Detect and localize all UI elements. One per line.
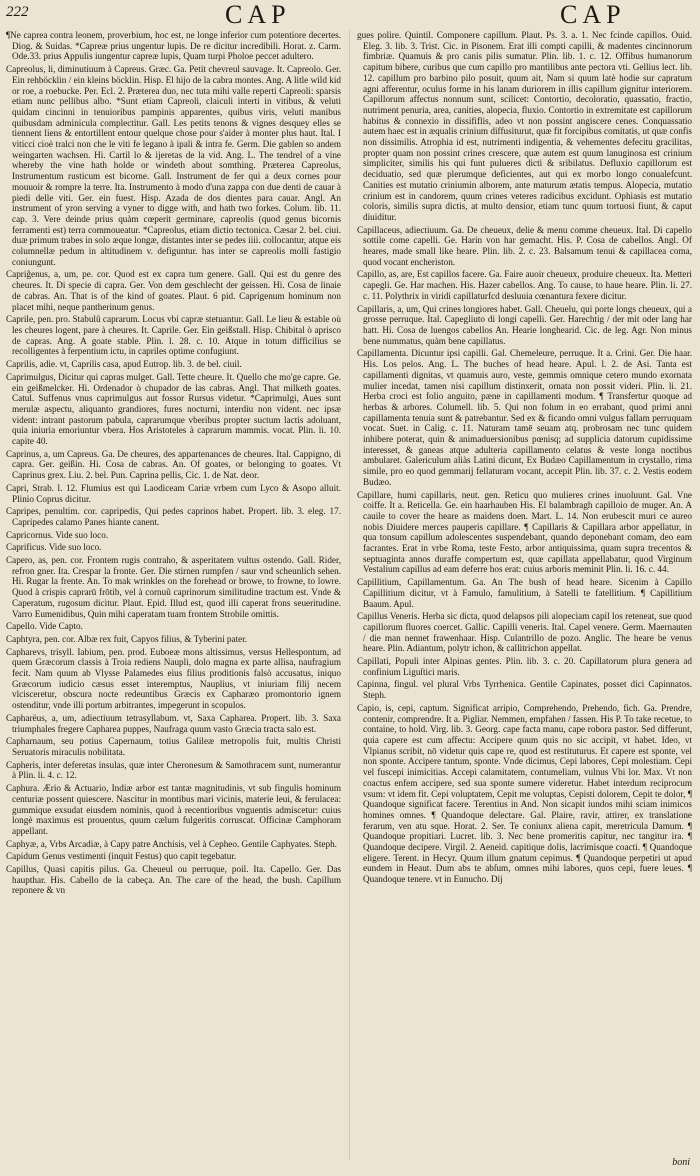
- page-header: [0, 0, 700, 28]
- dictionary-entry: Capharëus, a, um, adiectiuum tetrasyllabum. vt, Saxa Capharea. Propert. lib. 3. Saxa triumphales fregere Capharea puppes, Naufraga quum vasto Græcia tracta salo est.: [6, 712, 341, 734]
- page-number: 222: [6, 4, 29, 20]
- dictionary-entry: Capillaceus, adiectiuum. Ga. De cheueux, delie & menu comme cheueux. Ital. Di capello sottile come capelli. Ge. Harin von har gemacht. His. P. Cosa de cabellos. Angl. Of heares, made small like heare. Plin. lib. 2. c. 23. Balsamum tenui & capillacea coma, quod vocant encheriston.: [357, 224, 692, 267]
- column-divider: [349, 30, 350, 1160]
- dictionary-entry: Capharnaum, seu potius Capernaum, totius Galileæ metropolis fuit, multis Christi Seruatoris miraculis nobilitata.: [6, 736, 341, 757]
- dictionary-entry: Capillitium, Capillamentum. Ga. An The bush of head heare. Sicenim à Capillo Capillitium dicitur, vt à Famulo, famulitium, à Satelli te fatellitium. ¶ Capillitium Baaum. Apul.: [357, 577, 692, 609]
- dictionary-entry: Capero, as, pen. cor. Frontem rugis contraho, & asperitatem vultus ostendo. Gall. Rider, refron gner. Ita. Crespar la fronte. Ger. Die stirnen rumpfen / saur vnd scheunlich sehen. Hi. Rugar la frente. An. To mak wrinkles on the forehead or browe, to frowne, to lowre. Quod à crispis caprarū frōtib, vel à cornuũ caprinorum similitudine tractum est. Vnde & Caperatum, rugosum dicitur. Plaut. Epid. Illud est, quod illi caperat frons seueritudine. Varro Eumenidibus, Quin mihi caperatam tuam frontem Strobile omittis.: [6, 555, 341, 619]
- dictionary-entry: Capillati, Populi inter Alpinas gentes. Plin. lib. 3. c. 20. Capillatorum plura genera ad confinium Liguſtici maris.: [357, 656, 692, 677]
- dictionary-entry: Capinna, fingul. vel plural Vrbs Tyrrhenica. Gentile Capinates, posset dici Capinnatos. Steph.: [357, 679, 692, 701]
- dictionary-entry: Capripes, penultim. cor. capripedis, Qui pedes caprinos habet. Propert. lib. 3. eleg. 17. Capripedes calamo Panes hiante canent.: [6, 506, 341, 527]
- dictionary-entry: Capheris, inter deferetas insulas, quæ inter Cheronesum & Samothracem sunt, numerantur à Plin. li. 4. c. 12.: [6, 759, 341, 781]
- dictionary-entry: Capillamenta. Dicuntur ipsi capilli. Gal. Chemeleure, perruque. It a. Crini. Ger. Die haar. His. Los pelos. Ang. L. The buches of head heare. Apul. l. 2. de Asi. Tanta est capillamenti dignitas, vt quamuis auro, veste, gemmis omnique cetero mundo exornata mulier incedat, tamen nisi capillum distinxerit, ornata non possit videri. Plin. li. 21. Herba croci est folio anguito, pæne in capillamenti modum. ¶ Transfertur quoque ad herbas & arbores. Columell. lib. 5. Qui non folum in eo errabant, quod primi anni capillamenta tenuia sunt & patrebantur. Sed ex & ficando omni vulgus fallam perruquam vocat. Suet. in Calig. c. 11. Naturam tamē seuam atq. probrosam nec tunc quidem inhibere poterat, quin & animaduersionibus pœnisq; ad supplicia datorum cupidissime interesset, & ganeas atque adulteria capillamento celatus & veste longa noctibus ambularet. Galericulum aliàs Latini dicunt, Ex Budæo Capillamentum in crystallo, rima simile, pro eo quod gemmarij fellaturam vocant, accepit Plin. lib. 37. c. 2. Vestis eodem Budæo.: [357, 348, 692, 487]
- dictionary-entry: Capricornus. Vide suo loco.: [6, 529, 109, 540]
- left-column: [6, 30, 341, 1170]
- dictionary-entry: Capidum Genus vestimenti (inquit Festus) quo capit tegebatur.: [6, 851, 237, 862]
- dictionary-entry: Caprificus. Vide suo loco.: [6, 542, 102, 553]
- dictionary-entry: Caprilis, adie. vt, Caprilis casa, apud Eutrop. lib. 3. de bel. ciuil.: [6, 359, 242, 370]
- dictionary-entry: Caphura. Ærio & Actuario, Indiæ arbor est tantæ magnitudinis, vt sub fingulis hominum centuriæ possent quiescere. Nascitur in montibus mari vicinis, materie leui, & ferulacea: gummique exsudat eiusdem nominis, quod à recentioribus vnguentis admiscetur: cuius longè maximus est prouentus, quum cælum fulgeritis corruscat. Officinæ Camphoram appellant.: [6, 783, 341, 836]
- running-head-right: CAP: [560, 0, 626, 29]
- dictionary-entry: Capillare, humi capillaris, neut. gen. Reticu quo mulieres crines inuoluunt. Gal. Vne coiffe. It a. Reticella. Ge. ein haarhauben His. El balambragh capilloio de muger. An. A cauile to cover the heare as maidens doen. Mart. L. 14. Non erubescit muri ce aureo nobis Diuidere merces pauperis capillare. ¶ Capillaris & Capillara arbor appellatur, in qua tonsum capillum adolescentes suspendebant, quando deponebant comam, deo eam facrantes. Erat in vrbe Roma, teste Festo, arbor antiquissima, quam supra trecentos & septuaginta annos duraffe compertum est, quæ capillata appellabatur, quod Virginum Vestalium capillus ad eam deferre hos erat: cuius arboris meminit Plin. li. 16. c. 44.: [357, 489, 692, 575]
- running-head-left: CAP: [225, 0, 291, 29]
- dictionary-entry: Caprile, pen. pro. Stabulû caprarum. Locus vbi capræ stetuantur. Gall. Le lieu & estable où les cheures logent, pare à cheures. It. Caprile. Ger. Ein geißstall. Hisp. Chibital ò aprisco de capras. Ang. A goate stable. Plin. l. 28. c. 10. Atque in totum difficilius se recolligentes à ferpentium ictu, in capriles optime confugiunt.: [6, 314, 341, 357]
- dictionary-entry: Caprimulgus, Dicitur qui capras mulget. Gall. Tette cheure. It. Quello che mo'ge capre. Ge. ein geißmelcker. Hi. Ordenador ò chupador de las cabras. Angl. That milketh goates. Catul. Suffenus vnus caprimulgus aut fossor Rursus videtur. *Caprimulgi, Aues sunt merulæ aspectu, aliquanto grandiores, fures nocturni, interdiu non vident. nec ipsæ vident: intrant pastorum pabula, caprarumque vberibus propter suctum lactis adoluant, quia iniuria emoriuntur vbera. Hos Aristoteles à caprarum mammis. vocat. Plin. li. 10. capite 40.: [6, 371, 341, 447]
- dictionary-entry: Capriĝenus, a, um, pe. cor. Quod est ex capra tum genere. Gall. Qui est du genre des cheures. It. Di specie di capra. Ger. Von dem geschlecht der geissen. Hi. Cosa de linaie de cabras. An. That is of the kind of goates. Plaut. 6 pid. Caprigenum hominum non placet mihi, neque pantherinum genus.: [6, 269, 341, 312]
- dictionary-entry: Capio, is, cepi, captum. Significat arripio, Comprehendo, Prehendo, fich. Ga. Prendre, contenir, comprendre. It a. Pigliar. Nemmen, empfahen / fassen. His P. To take recetue, to containe, to hold. Virg. lib. 3. Georg. cape facta manu, cape robora pastor. Sed differunt, quia capere est cum affectu: Accipere quum quis no sic accipit, vt habet. Ideo, vt Vlpianus scribit, nō videtur quis cape re, quod est restituturus. Et capere est sponte, vel non sponte. Accipere tantum, sponte. Vnde dicimus, Cepi labores, Cepi molestiam. Cepi vel fuscepi inimicitias. Accepi calamitatem, contumeliam, vulnus Vbi lor. Max. Vt non coactus enfem accipere, sed sua sponte sumere videretur. Habet interdum reciprocum vsum: vt idem fit. Cepi voluptatem, Cepit me voluptas, Cepisti dolorem, Cepit te dolor, ¶ Quandoque significat facere. Terentius in And. Non sicapit iundos mihi sciam inimicos homines omnes. ¶ Quandoque delectare. Gal. Plaire, ravir, attirer, ex translatione ferarum, ven atu sque. Horat. 2. Ser. Te coniunx aliena capit, meretricula Damum. ¶ Quandoque propitiari. Lucret. lib. 3. Nec bene promeritis capitur, nec tangitur ira. ¶ Quandoque decipere. Virgil. 2. Aeneid. capitique dolis, lacrimisque coacti. ¶ Quandoque eligere. Terent. in Hecyr. Quum illum gnatum cepimus. ¶ Quandoque perpetiri ut apud eundem in Heaut. Dum abs te abſum, omnes mihi labores, quos cepi, fuere leues. ¶ Quandoque tenere. vt in Eunucho. Dij: [357, 702, 692, 885]
- right-column: [357, 30, 692, 1170]
- dictionary-entry: Caphyæ, a, Vrbs Arcadiæ, à Capy patre Anchisis, vel à Cepheo. Gentile Caphyates. Steph.: [6, 838, 337, 849]
- dictionary-entry: Capello. Vide Capto.: [6, 621, 83, 632]
- dictionary-entry: Capillus Veneris. Herba sic dicta, quod delapsos pili alopeciam capil los reteneat, sue quod capillorum fluores coercet. Gallic. Capilli veneris. Ital. Capel venere. Germ. Maernauten / die man nennet frawenhaar. Hisp. Culantrillo de pozo. Anglic. The heare be venus heare. Plin. Adiantum, polytr ichon, & callitrichon appellat.: [357, 611, 692, 654]
- dictionary-entry: Capillaris, a, um, Qui crines longiores habet. Gall. Cheuelu, qui porte longs cheueux, qui a grosse perruque. Ital. Capegliuto di longi capelli. Ger. Harechtig / der mit oder lang har hatt. Hi. Cosa de luengos cabellos An. Hearie longhearid. Cic. de leg. Agr. Non minus bene nummatus, quàm bene capillatus.: [357, 303, 692, 346]
- dictionary-entry: Capillo, as, are, Est capillos facere. Ga. Faire auoir cheueux, produire cheueux. Ita. Metteri capegli. Ge. Har machen. His. Hazer cabellos. Ang. To cause, to haue heare. Plin. li. 27. c. 11. Polythrix in viridi capillaturfcd desluuia cœnantura fexere dicitur.: [357, 269, 692, 301]
- catchword: boni: [672, 1157, 690, 1168]
- dictionary-entry: Caphtyra, pen. cor. Albæ rex fuit, Capyos filius, & Tyberini pater.: [6, 633, 248, 644]
- dictionary-entry: Capri, Strab. l. 12. Flumius est qui Laodiceam Cariæ vrbem cum Lyco & Asopo alluit. Plinio Coprus dicitur.: [6, 482, 341, 504]
- dictionary-entry: ¶Ne caprea contra leonem, proverbium, hoc est, ne longe inferior cum potentiore decertes. Diog. & Suidas. *Capreæ prius ungentur lupis. De re dicitur incredibili. Horat. z. Carm. Ode.33. prius Appulis iungentur capreæ lupis, Quam turpi Pholoe peccet adultero.: [6, 30, 341, 62]
- dictionary-entry: Capillus, Quasi capitis pilus. Ga. Cheueul ou perruque, poil. Ita. Capello. Ger. Das haupthar. His. Cabello de la cabeça. An. The care of the head, the bush. Capillum reponere & vn: [6, 864, 341, 896]
- dictionary-entry: Caprinus, a, um Capreus. Ga. De cheures, des appartenances de cheures. Ital. Cappigno, di capra. Ger. geißin. Hi. Cosa de cabras. An. Of goates, or belonging to goates. Vt Caprinus grex. Liu. 2. bel. Pun. Caprina pellis, Cic. 1. de Nat. deor.: [6, 448, 341, 481]
- dictionary-entry: gues polire. Quintil. Componere capillum. Plaut. Ps. 3. a. 1. Nec fcinde capillos. Ouid. Eleg. 3. lib. 3. Trist. Cic. in Pisonem. Erat illi compti capilli, & madentes cincinnorum fimbriæ. Quamuis & pro canis pilis sumatur. Plin. lib. 1. c. 12. Offibus humanorum capitum bibere, curibus que cum capillo pro mantilibus ante pectora vti. Gellius lect. lib. 12. capillum pro barbino pilo posuit, quum ait, Nam si quum latè hodie sur capratum agni afferentur, oculus forme in his lanam duriorem in illis capillum gignitur interiorem. Capillorum affectus nonnum sunt, scilicet: Contortio, decoloratio, quassatio, fractio, nutriment penuria, area, canities, alopecia, fluxio. Contortio in extremitate est capillorum habitus & connexio in dissififlis, adeo vt non possint angiscere cenes. Conquassatio autem haec est in æqualis crinium diffusiturut, quæ fit forcipibus comitatis, ut quæ confis non dissimilis. Atrophia id est, nutrimenti indigentia, & vehementes defecitu gracilitas, propter quam non possint crines crescere, quæ autem est quum lanuginosa est crinium simpliciter, similis his qui funt pulueres dicti & sribilatus. Defluxio capillorum est deciduatio, sed quæ plerumque deficientes, aut qui ex morbo longo conualefcunt. Canities est mutatio criniumin alborem, ante maturum ætatis tempus. Alopecia, mutatio crinium est in candorem, quum crines veteres radicibus excidunt. Ophiasis est mutatio coloris, similis supra dictis, at multo densior, etiam tunc quum tortuosi fiunt, & caput diuiditur.: [357, 30, 692, 222]
- dictionary-entry: Capreolus, li, diminutiuum à Capreus. Græc. Ga. Petit chevreul sauvage. It. Capreolo. Ger. Ein rehböcklin / ein kleins böcklin. Hisp. El hijo de la cabra montes. Ang. A litle wild kid or roe, a roebucke. Per. Ecl. 2. Præterea duo, nec tuta mihi valle reperti Capreoli: sparsis etiam nunc pellibus albo. *Sunt etiam Capreoli, claiculi interti in vitibus, & veluti quidam cincinni in tenuioribus pampinis apparentes, quibus viris, veluti manibus quibusdam adminicula complectitur. Gall. Les petits tenons & vignes desquey elles se tiennent liens & entortillent entour quelque chose pour s'aider à monter plus haut. Ital. I viticci cioè tralci non che le viti fe legano à ipali & intra fe. Germ. Die gablen so andem weingarten wachsen. Hi. Cartil lo & ijeretas de la vid. Ang. L. The tendrel of a vine whereby the vine hath holde or windeth about somthing. Præterea Capreolus, Instrumentum rusticum est bicorne. Gall. Instrument de fer qui a deux cornes pour mouuoir & rompre la terre. Ita. Instrumento à modo d'una zappa con due denti de cauar à piedi delle viti. Ger. ein fuest. Hisp. Azada de dos dientes para cauar. Angl. An instrument of yron serving a vyner to digge with, and hath two forkes. Colum. lib. 11. cap. 3. Vere deinde prius quàm cœperit germinare, capreolis (quod genus bicornis ferramenti est) terra commoueatur. *Capreolus, etiam dictio tectonica. Cæsar 2. bel. ciui. duæ primum trabes in solo æque longæ, distantes inter se pedes iiii. collocantur, atque eis columnellæ pedum in altitudinem v. defiguntur. has inter se capreolis molli fastigio coniungunt.: [6, 64, 341, 267]
- dictionary-entry: Capharevs, trisyll. Iabium, pen. prod. Euboeæ mons altissimus, versus Hellespontum, ad quem Græcorum classis à Troia rediens Naupli, dolo magna ex parte allisa, naufragium fecit. Nam quum ab Vlysse Palamedes eius filius proditionis falsò accusatus, iniquo Græcorum iudicio cæsus esset interemptus, Nauplius, vt iniuriam filij necem vlcisceretur, obscura nocte redeuntibus Græcis ex Capharæo promontorio ignem ostenditur, vnde illi portum arbitrantes, impegerunt in scopulos.: [6, 646, 341, 711]
